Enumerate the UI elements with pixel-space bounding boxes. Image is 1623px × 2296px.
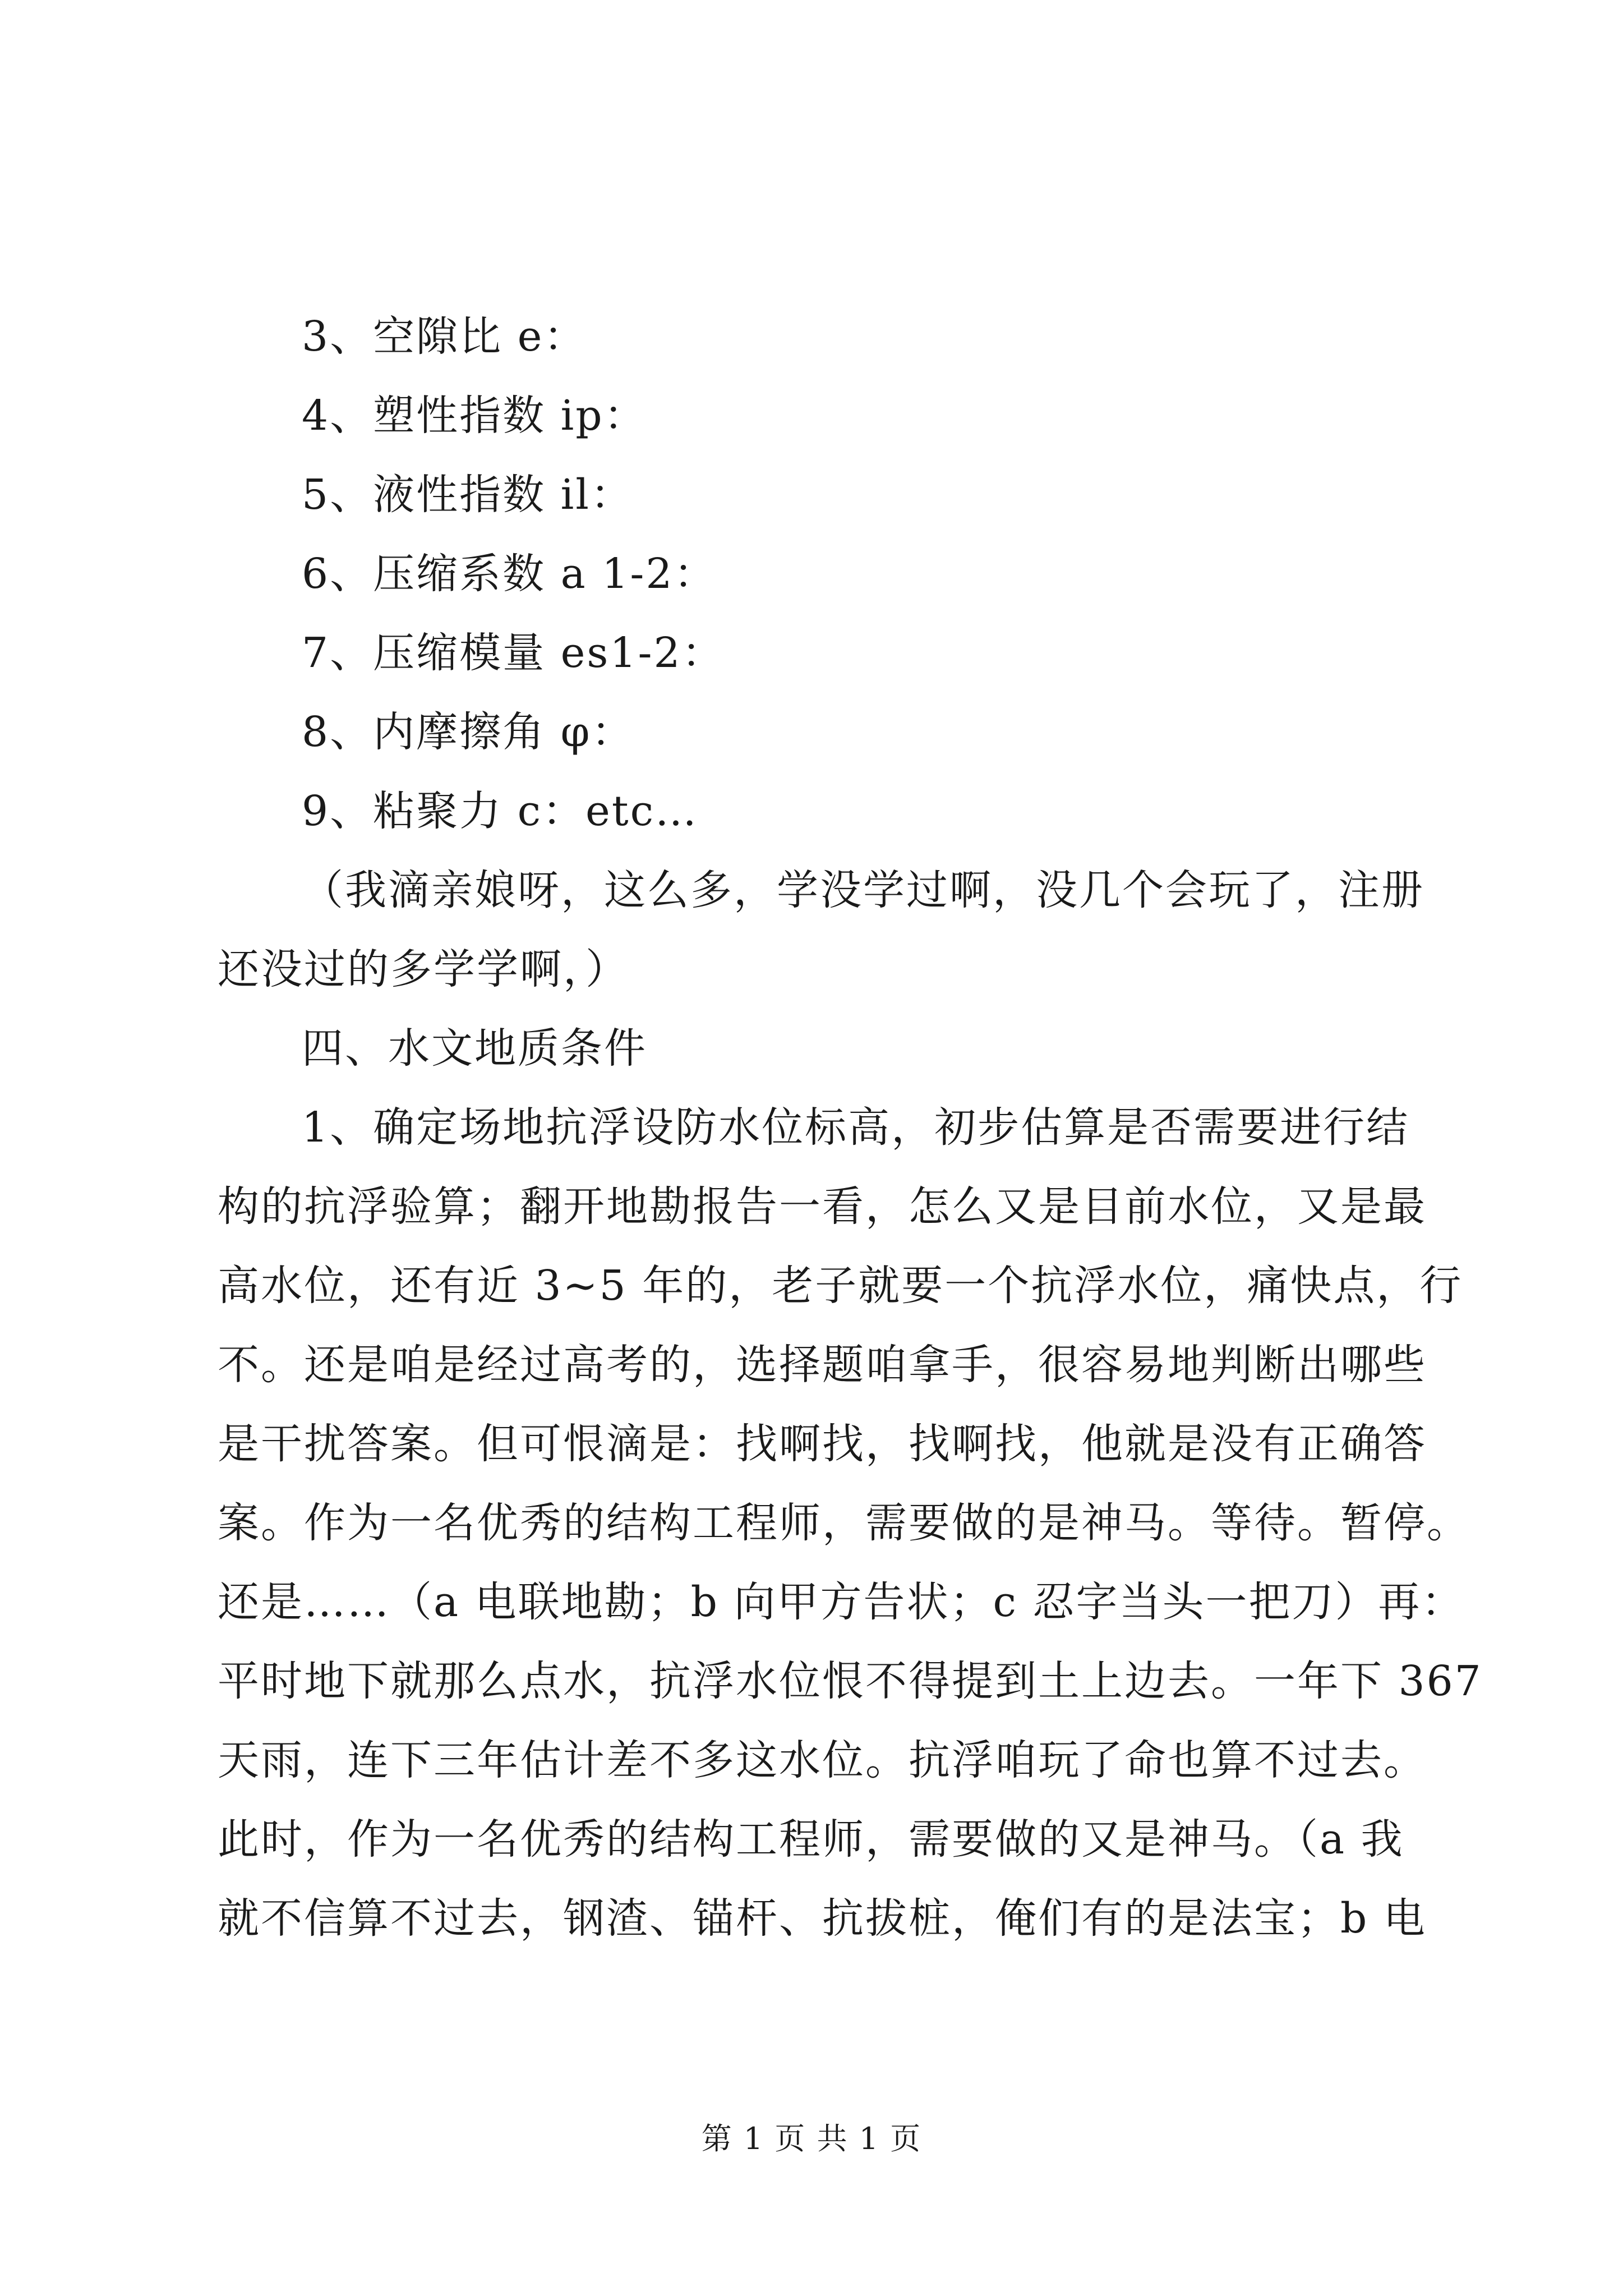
text-line: 8、内摩擦角 φ： <box>302 708 635 756</box>
text-line: 平时地下就那么点水，抗浮水位恨不得提到土上边去。一年下 367 <box>218 1657 1483 1705</box>
page-footer: 第 1 页 共 1 页 <box>701 2121 922 2156</box>
text-line: 不。还是咱是经过高考的，选择题咱拿手，很容易地判断出哪些 <box>218 1341 1427 1389</box>
section-heading: 四、水文地质条件 <box>302 1024 647 1073</box>
text-line: 就不信算不过去，钢渣、锚杆、抗拔桩，俺们有的是法宝；b 电 <box>218 1894 1427 1943</box>
text-line: 天雨，连下三年估计差不多这水位。抗浮咱玩了命也算不过去。 <box>218 1736 1427 1784</box>
text-line: 还是……（a 电联地勘；b 向甲方告状；c 忍字当头一把刀）再： <box>218 1578 1465 1626</box>
text-line: 5、液性指数 il： <box>302 471 634 519</box>
text-line: 高水位，还有近 3~5 年的，老子就要一个抗浮水位，痛快点，行 <box>218 1262 1463 1310</box>
text-line: 6、压缩系数 a 1-2： <box>302 550 717 598</box>
document-body <box>218 297 1483 1958</box>
text-line: 构的抗浮验算；翻开地勘报告一看，怎么又是目前水位，又是最 <box>218 1182 1427 1231</box>
text-line: 1、确定场地抗浮设防水位标高，初步估算是否需要进行结 <box>302 1103 1410 1152</box>
text-line: 案。作为一名优秀的结构工程师，需要做的是神马。等待。暂停。 <box>218 1499 1470 1547</box>
text-line: 此时，作为一名优秀的结构工程师，需要做的又是神马。（a 我 <box>218 1815 1404 1864</box>
text-line: 是干扰答案。但可恨滴是：找啊找，找啊找，他就是没有正确答 <box>218 1420 1427 1468</box>
text-line: 7、压缩模量 es1-2： <box>302 629 725 677</box>
text-line: 3、空隙比 e： <box>302 312 587 361</box>
text-line: 4、塑性指数 ip： <box>302 392 647 440</box>
text-line: （我滴亲娘呀，这么多，学没学过啊，没几个会玩了，注册 <box>302 866 1424 914</box>
text-line: 还没过的多学学啊，） <box>218 945 629 993</box>
text-line: 9、粘聚力 c：etc… <box>302 787 699 835</box>
